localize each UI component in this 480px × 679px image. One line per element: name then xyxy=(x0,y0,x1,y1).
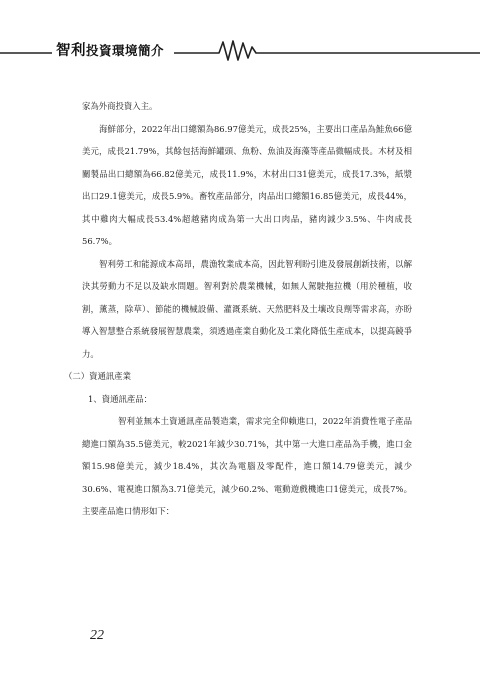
paragraph-seafood-timber-meat: 海鮮部分，2022年出口總額為86.97億美元，成長25%，主要出口產品為鮭魚66億美元，成長21.79%，其餘包括海鮮罐頭、魚粉、魚油及海藻等產品微幅成長。木材及相關製品出口總額為66.82億美元，成長11.9%，木材出口31億美元，成長17.3%，紙漿出口29.1億美元，成長5.9%。畜牧產品部分，肉品出口總額16.85億美元，成長44%，其中雞肉大幅成長53.4%超越豬肉成為第一大出口肉品，豬肉減少3.5%、牛肉成長56.7%。 xyxy=(82,123,412,246)
running-header-title-main: 智利 xyxy=(56,43,86,59)
page-header xyxy=(0,36,480,62)
running-header-title-sub: 投資環境簡介 xyxy=(86,43,165,58)
section-heading-ict: （二）資通訊產業 xyxy=(64,371,131,381)
page-number: 22 xyxy=(90,628,104,643)
paragraph-agri-technology: 智利勞工和能源成本高昂，農漁牧業成本高，因此智利盼引進及發展創新技術，以解決其勞動力不足以及缺水問題。智利對於農業機械，如無人駕駛拖拉機（用於種植，收割，薰蒸，除草）、節能的機械設備、灌溉系統、天然肥料及土壤改良劑等需求高，亦盼導入智慧整合系統發展智慧農業，須透過產業自動化及工業化降低生產成本，以提高競爭力。 xyxy=(82,258,412,359)
subsection-heading-ict-products: 1、資通訊產品： xyxy=(88,393,152,404)
body-text xyxy=(64,95,412,523)
paragraph-ict-imports: 智利並無本土資通訊產品製造業，需求完全仰賴進口，2022年消費性電子產品總進口額為35.5億美元，較2021年減少30.71%，其中第一大進口產品為手機，進口金額15.98億美元，減少18.4%，其次為電腦及零配件，進口額14.79億美元，減少30.6%、電視進口額為3.71億美元，減少60.2%、電動遊戲機進口1億美元，成長7%。主要產品進口情形如下： xyxy=(82,416,412,516)
running-header-title xyxy=(56,39,164,60)
paragraph-continued: 家為外商投資入主。 xyxy=(82,101,158,111)
